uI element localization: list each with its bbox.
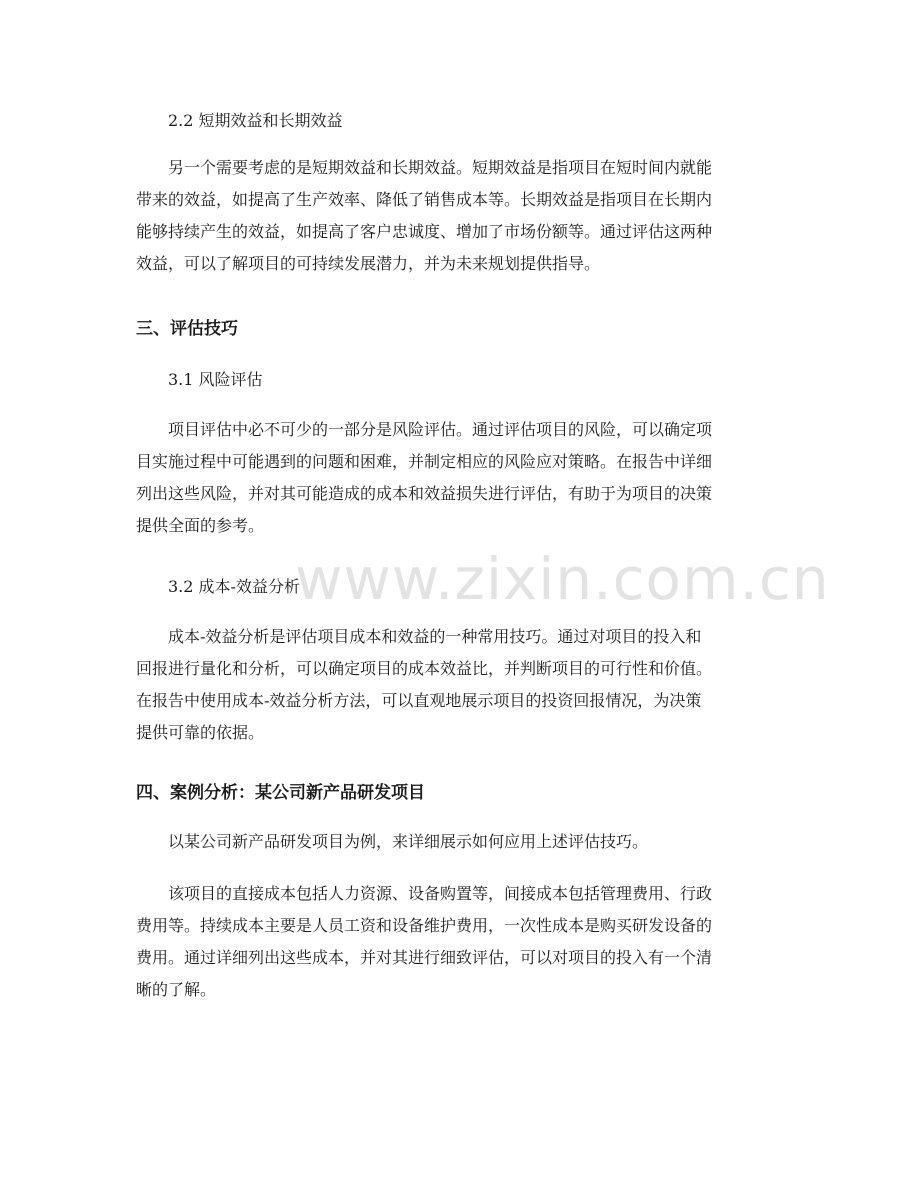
paragraph-line: 能够持续产生的效益，如提高了客户忠诚度、增加了市场份额等。通过评估这两种 [136, 222, 713, 241]
watermark: www.zixin.com.cn [295, 545, 830, 613]
paragraph-line: 目实施过程中可能遇到的问题和困难，并制定相应的风险应对策略。在报告中详细 [136, 452, 713, 471]
subsection-title-2-2: 2.2 短期效益和长期效益 [168, 111, 343, 130]
paragraph-line: 以某公司新产品研发项目为例，来详细展示如何应用上述评估技巧。 [168, 832, 649, 851]
subsection-title-3-2: 3.2 成本-效益分析 [168, 577, 300, 596]
paragraph-line: 提供可靠的依据。 [136, 723, 265, 742]
paragraph-line: 回报进行量化和分析，可以确定项目的成本效益比，并判断项目的可行性和价值。 [136, 659, 713, 678]
paragraph-line: 另一个需要考虑的是短期效益和长期效益。短期效益是指项目在短时间内就能 [168, 158, 713, 177]
section-heading-3: 三、评估技巧 [136, 319, 238, 339]
paragraph-line: 效益，可以了解项目的可持续发展潜力，并为未来规划提供指导。 [136, 254, 601, 273]
paragraph-line: 费用等。持续成本主要是人员工资和设备维护费用，一次性成本是购买研发设备的 [136, 916, 713, 935]
paragraph-line: 晰的了解。 [136, 980, 217, 999]
paragraph-line: 带来的效益，如提高了生产效率、降低了销售成本等。长期效益是指项目在长期内 [136, 190, 713, 209]
paragraph-line: 提供全面的参考。 [136, 516, 265, 535]
paragraph-cost-benefit-analysis [136, 621, 788, 749]
paragraph-line: 成本-效益分析是评估项目成本和效益的一种常用技巧。通过对项目的投入和 [168, 627, 702, 646]
paragraph-short-long-term-benefits [136, 152, 788, 280]
section-heading-4: 四、案例分析：某公司新产品研发项目 [136, 783, 425, 803]
paragraph-line: 项目评估中必不可少的一部分是风险评估。通过评估项目的风险，可以确定项 [168, 420, 713, 439]
paragraph-case-intro [136, 826, 788, 858]
paragraph-line: 在报告中使用成本-效益分析方法，可以直观地展示项目的投资回报情况，为决策 [136, 691, 702, 710]
subsection-title-3-1: 3.1 风险评估 [168, 370, 263, 389]
paragraph-line: 费用。通过详细列出这些成本，并对其进行细致评估，可以对项目的投入有一个清 [136, 948, 713, 967]
paragraph-risk-assessment [136, 414, 788, 542]
paragraph-case-costs [136, 878, 788, 1006]
paragraph-line: 列出这些风险，并对其可能造成的成本和效益损失进行评估，有助于为项目的决策 [136, 484, 713, 503]
paragraph-line: 该项目的直接成本包括人力资源、设备购置等，间接成本包括管理费用、行政 [168, 884, 713, 903]
